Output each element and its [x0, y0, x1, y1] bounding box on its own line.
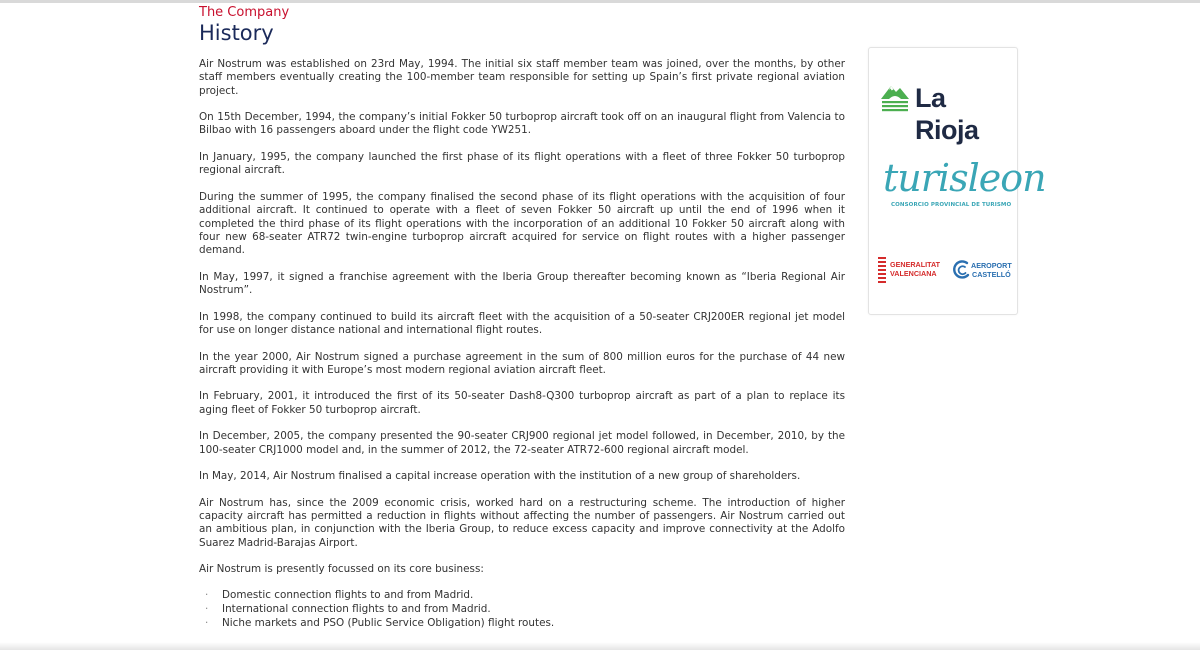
list-item-text: Niche markets and PSO (Public Service Obligation) flight routes.	[222, 616, 555, 629]
list-item	[199, 602, 845, 616]
bullet-marker: ·	[205, 616, 209, 629]
history-paragraph: In February, 2001, it introduced the first of its 50-seater Dash8-Q300 turboprop aircraft as part of a plan to replace its aging fleet of Fokker 50 turboprop aircraft.	[199, 390, 845, 416]
history-paragraph: Air Nostrum has, since the 2009 economic crisis, worked hard on a restructuring scheme. The introduction of higher capacity aircraft has permitted a reduction in flights without affecting the number of passengers. Air Nostrum carried out an ambitious plan, in conjunction with the Iberia Group, to reduce excess capacity and improve connectivity at the Adolfo Suarez Madrid-Barajas Airport.	[199, 496, 845, 549]
main-content	[199, 5, 845, 630]
mountain-icon	[879, 83, 911, 113]
list-item	[199, 616, 845, 630]
list-item-text: International connection flights to and from Madrid.	[222, 602, 491, 615]
bottom-shadow	[0, 642, 1200, 650]
history-paragraph: In December, 2005, the company presented the 90-seater CRJ900 regional jet model followed, in December, 2010, by the 100-seater CRJ1000 model and, in the summer of 2012, the 72-seater ATR72-600 regional aircraft model.	[199, 430, 845, 456]
gv-line-1: GENERALITAT	[890, 260, 941, 269]
core-business-list	[199, 588, 845, 630]
section-kicker: The Company	[199, 5, 290, 20]
top-border	[0, 0, 1200, 3]
la-rioja-wordmark: La Rioja	[915, 83, 979, 145]
history-paragraph: In May, 2014, Air Nostrum finalised a capital increase operation with the institution of a new group of shareholders.	[199, 470, 801, 483]
swirl-icon	[951, 258, 971, 282]
core-business-intro: Air Nostrum is presently focussed on its core business:	[199, 563, 484, 576]
aeroport-castello-logo[interactable]	[951, 256, 1013, 284]
gv-line-2: VALENCIANA	[890, 269, 937, 278]
history-paragraph: During the summer of 1995, the company finalised the second phase of its flight operations with the acquisition of four additional aircraft. It continued to operate with a fleet of seven Fokker 50 aircraft up until the end of 1996 when it completed the third phase of its flight operations with the incorporation of an additional 10 Fokker 50 aircraft along with four new 68-seater ATR72 twin-engine turboprop aircraft acquired for service on flight routes with a higher passenger demand.	[199, 190, 845, 257]
history-paragraph: Air Nostrum was established on 23rd May, 1994. The initial six staff member team was joined, over the months, by other staff members eventually creating the 100-member team responsible for setting up Spain’s first private regional aviation project.	[199, 58, 845, 97]
bars-icon	[877, 256, 887, 284]
history-paragraph: In January, 1995, the company launched the first phase of its flight operations with a fleet of three Fokker 50 turboprop regional aircraft.	[199, 151, 845, 177]
castello-line-1: AEROPORT	[971, 261, 1012, 270]
turisleon-logo[interactable]	[881, 156, 1046, 216]
list-item-text: Domestic connection flights to and from Madrid.	[222, 588, 474, 601]
castello-line-2: CASTELLÓ	[972, 269, 1011, 279]
bullet-marker: ·	[205, 588, 209, 601]
la-rioja-logo[interactable]	[879, 82, 1011, 145]
history-paragraph: In 1998, the company continued to build its aircraft fleet with the acquisition of a 50-seater CRJ200ER regional jet model for use on longer distance national and international flight routes.	[199, 310, 845, 336]
turisleon-subtitle: CONSORCIO PROVINCIAL DE TURISMO	[891, 202, 1012, 208]
list-item	[199, 588, 845, 602]
bullet-marker: ·	[205, 602, 209, 615]
turisleon-wordmark: turisleon	[883, 156, 1046, 200]
history-paragraph: On 15th December, 1994, the company’s initial Fokker 50 turboprop aircraft took off on an inaugural flight from Valencia to Bilbao with 16 passengers aboard under the flight code YW251.	[199, 111, 845, 137]
sponsor-logos-panel	[868, 47, 1046, 315]
generalitat-valenciana-logo[interactable]	[877, 256, 947, 284]
page-title: History	[199, 21, 274, 45]
history-paragraph: In the year 2000, Air Nostrum signed a purchase agreement in the sum of 800 million euros for the purchase of 44 new aircraft providing it with Europe’s most modern regional aviation aircraft fleet.	[199, 350, 845, 376]
history-paragraph: In May, 1997, it signed a franchise agreement with the Iberia Group thereafter becoming known as “Iberia Regional Air Nostrum”.	[199, 270, 845, 297]
